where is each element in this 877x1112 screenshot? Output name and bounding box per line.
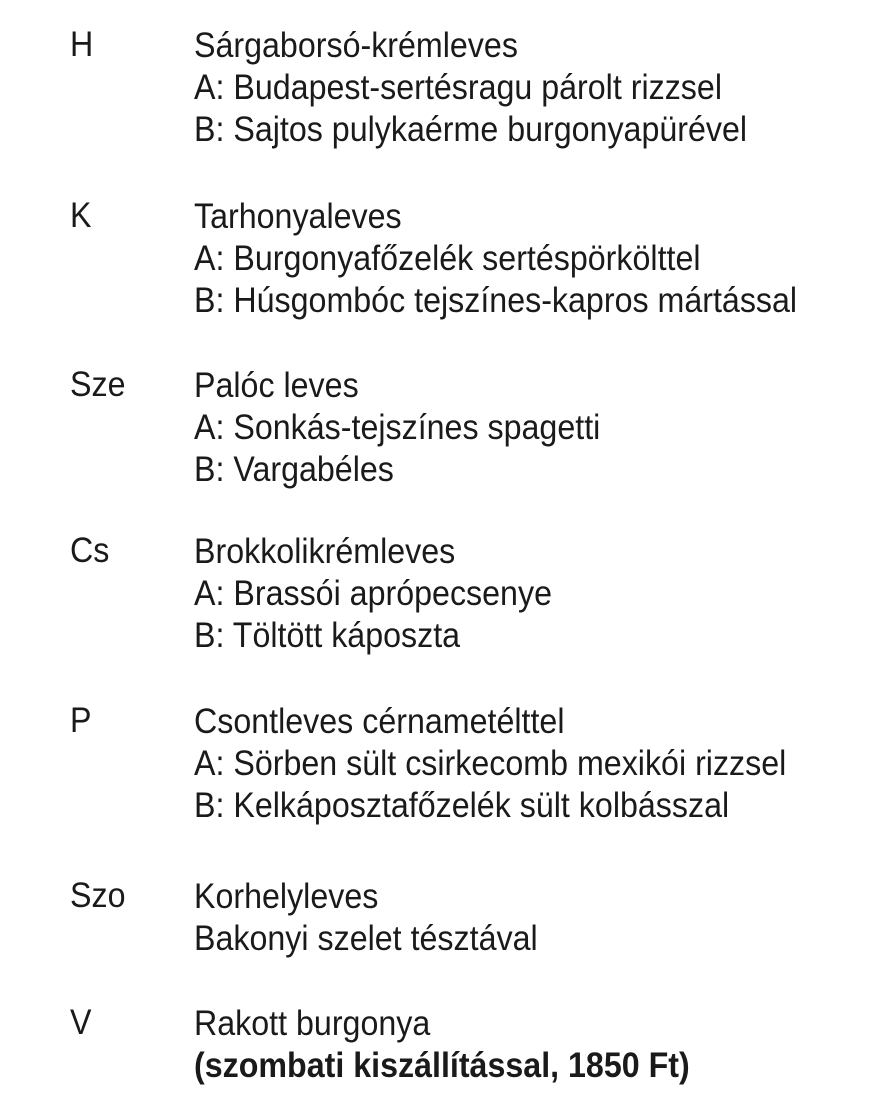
dish-list [194,195,877,321]
option-b-item: B: Sajtos pulykaérme burgonyapürével [194,110,748,149]
day-label: Cs [70,531,110,570]
soup-item: Csontleves cérnametélttel [194,702,565,741]
delivery-note: (szombati kiszállítással, 1850 Ft) [194,1046,690,1085]
option-b-item: B: Vargabéles [194,450,394,489]
dish-list [194,364,877,490]
option-a-item: A: Budapest-sertésragu párolt rizzsel [194,68,722,107]
day-label: V [70,1003,92,1042]
dish-list [194,530,877,656]
option-a-item: A: Sonkás-tejszínes spagetti [194,408,601,447]
dish-list [194,24,877,150]
option-b-item: B: Kelkáposztafőzelék sült kolbásszal [194,786,730,825]
option-a-item: A: Burgonyafőzelék sertéspörkölttel [194,239,701,278]
main-item: Bakonyi szelet tésztával [194,919,538,958]
soup-item: Sárgaborsó-krémleves [194,26,518,65]
main-item: Rakott burgonya [194,1004,431,1043]
day-label: Sze [70,365,126,404]
option-a-item: A: Sörben sült csirkecomb mexikói rizzsel [194,744,787,783]
soup-item: Tarhonyaleves [194,197,402,236]
dish-list [194,700,877,826]
dish-list [194,875,877,959]
soup-item: Palóc leves [194,366,359,405]
soup-item: Korhelyleves [194,877,379,916]
day-label: P [70,701,92,740]
soup-item: Brokkolikrémleves [194,532,456,571]
dish-list [194,1002,877,1086]
option-b-item: B: Húsgombóc tejszínes-kapros mártással [194,281,798,320]
day-label: K [70,196,92,235]
day-label: Szo [70,876,126,915]
option-b-item: B: Töltött káposzta [194,616,461,655]
day-label: H [70,25,94,64]
option-a-item: A: Brassói aprópecsenye [194,574,552,613]
